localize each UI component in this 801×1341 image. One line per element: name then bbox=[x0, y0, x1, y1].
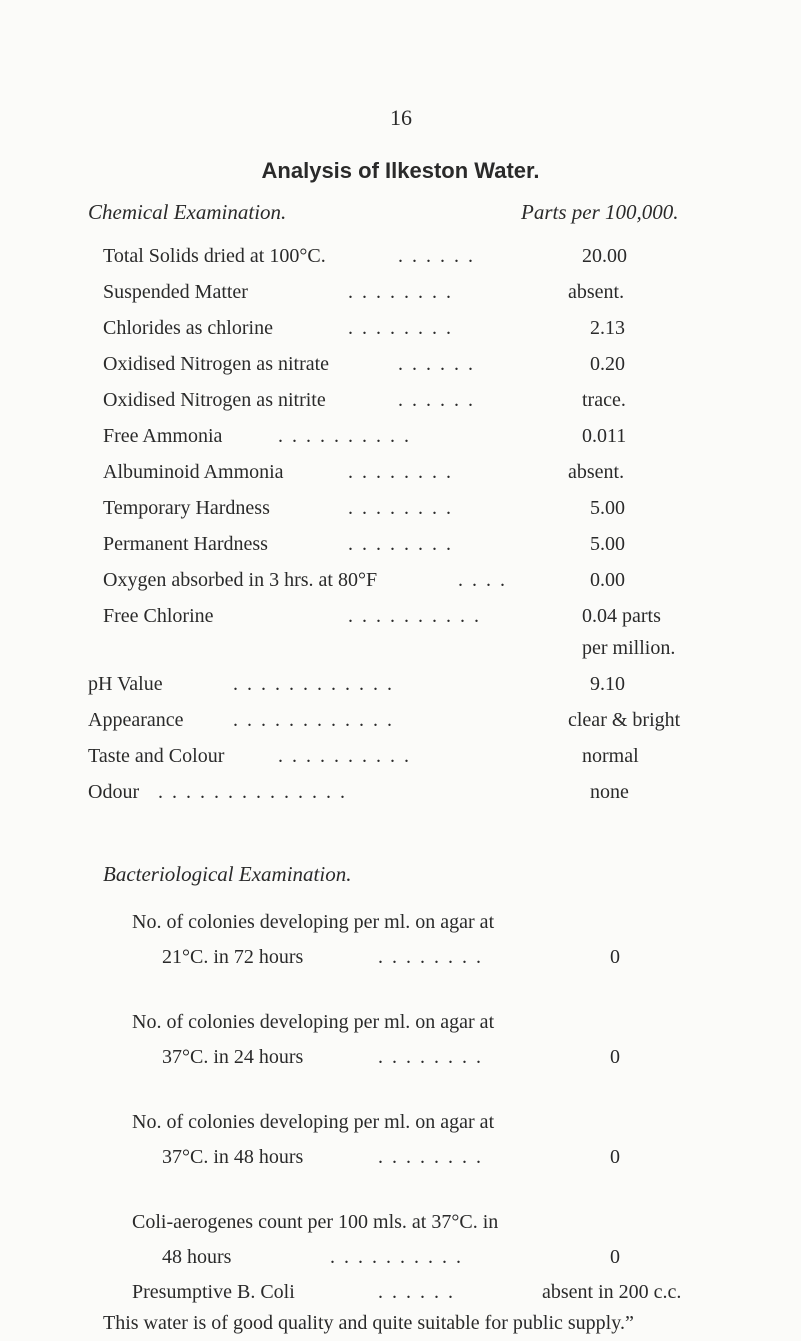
row-label: No. of colonies developing per ml. on agar at bbox=[132, 1111, 495, 1133]
leader-dots: . . . . . . . . bbox=[348, 281, 453, 303]
leader-dots: . . . . . . . . . . . . . . bbox=[158, 781, 347, 803]
row-value: 0.04 parts bbox=[582, 605, 661, 627]
row-label: Albuminoid Ammonia bbox=[103, 461, 284, 483]
leader-dots: . . . . . . . . bbox=[348, 461, 453, 483]
row-value: 5.00 bbox=[590, 497, 625, 519]
leader-dots: . . . . . . . . . . bbox=[278, 745, 411, 767]
row-label: Suspended Matter bbox=[103, 281, 248, 303]
row-value: 0 bbox=[610, 946, 620, 968]
chemical-heading: Chemical Examination. bbox=[88, 200, 287, 224]
row-label-continued: 37°C. in 48 hours bbox=[162, 1146, 304, 1168]
leader-dots: . . . . . . bbox=[398, 245, 475, 267]
leader-dots: . . . . . . bbox=[378, 1281, 455, 1303]
row-label-continued: 21°C. in 72 hours bbox=[162, 946, 304, 968]
row-label: Oxidised Nitrogen as nitrite bbox=[103, 389, 326, 411]
leader-dots: . . . . . . . . bbox=[348, 497, 453, 519]
row-label: Permanent Hardness bbox=[103, 533, 268, 555]
units-heading: Parts per 100,000. bbox=[521, 200, 679, 224]
leader-dots: . . . . . . . . bbox=[378, 1046, 483, 1068]
page-number: 16 bbox=[390, 105, 412, 130]
leader-dots: . . . . . . bbox=[398, 389, 475, 411]
row-label: Coli-aerogenes count per 100 mls. at 37°C. in bbox=[132, 1211, 499, 1233]
row-value: 0 bbox=[610, 1146, 620, 1168]
leader-dots: . . . . . . . . bbox=[348, 533, 453, 555]
row-label: Free Chlorine bbox=[103, 605, 214, 627]
row-label: Oxygen absorbed in 3 hrs. at 80°F bbox=[103, 569, 378, 591]
row-label: Odour bbox=[88, 781, 140, 803]
row-value: 0 bbox=[610, 1046, 620, 1068]
row-value: 0 bbox=[610, 1246, 620, 1268]
row-label: Taste and Colour bbox=[88, 745, 225, 767]
row-value: absent. bbox=[568, 281, 625, 303]
row-label: Appearance bbox=[88, 709, 184, 731]
leader-dots: . . . . bbox=[458, 569, 507, 591]
row-value: 0.011 bbox=[582, 425, 627, 447]
leader-dots: . . . . . . . . bbox=[378, 946, 483, 968]
bacteriological-heading: Bacteriological Examination. bbox=[103, 862, 352, 886]
row-value: 0.20 bbox=[590, 353, 625, 375]
row-value: normal bbox=[582, 745, 639, 767]
row-label: Temporary Hardness bbox=[103, 497, 270, 519]
row-label-continued: 48 hours bbox=[162, 1246, 232, 1268]
row-label: Free Ammonia bbox=[103, 425, 223, 447]
conclusion-text: This water is of good quality and quite suitable for public supply.” bbox=[103, 1312, 634, 1334]
row-value: 0.00 bbox=[590, 569, 625, 591]
leader-dots: . . . . . . bbox=[398, 353, 475, 375]
row-label: pH Value bbox=[88, 673, 163, 695]
row-value: clear & bright bbox=[568, 709, 681, 731]
row-value: trace. bbox=[582, 389, 626, 411]
row-value: none bbox=[590, 781, 629, 803]
leader-dots: . . . . . . . . bbox=[378, 1146, 483, 1168]
row-value: absent in 200 c.c. bbox=[542, 1281, 682, 1303]
row-value: 9.10 bbox=[590, 673, 625, 695]
row-value: 20.00 bbox=[582, 245, 627, 267]
row-value: 2.13 bbox=[590, 317, 625, 339]
row-label: No. of colonies developing per ml. on agar at bbox=[132, 1011, 495, 1033]
row-value: absent. bbox=[568, 461, 625, 483]
row-label: Oxidised Nitrogen as nitrate bbox=[103, 353, 330, 375]
leader-dots: . . . . . . . . . . bbox=[278, 425, 411, 447]
leader-dots: . . . . . . . . . . bbox=[330, 1246, 463, 1268]
leader-dots: . . . . . . . . bbox=[348, 317, 453, 339]
page-title: Analysis of Ilkeston Water. bbox=[261, 158, 540, 183]
row-label-continued: 37°C. in 24 hours bbox=[162, 1046, 304, 1068]
leader-dots: . . . . . . . . . . . . bbox=[233, 709, 394, 731]
row-value: 5.00 bbox=[590, 533, 625, 555]
leader-dots: . . . . . . . . . . . . bbox=[233, 673, 394, 695]
row-label: Presumptive B. Coli bbox=[132, 1281, 295, 1303]
row-label: Total Solids dried at 100°C. bbox=[103, 245, 326, 267]
row-label: No. of colonies developing per ml. on agar at bbox=[132, 911, 495, 933]
leader-dots: . . . . . . . . . . bbox=[348, 605, 481, 627]
row-value-continued: per million. bbox=[582, 637, 676, 659]
row-label: Chlorides as chlorine bbox=[103, 317, 273, 339]
